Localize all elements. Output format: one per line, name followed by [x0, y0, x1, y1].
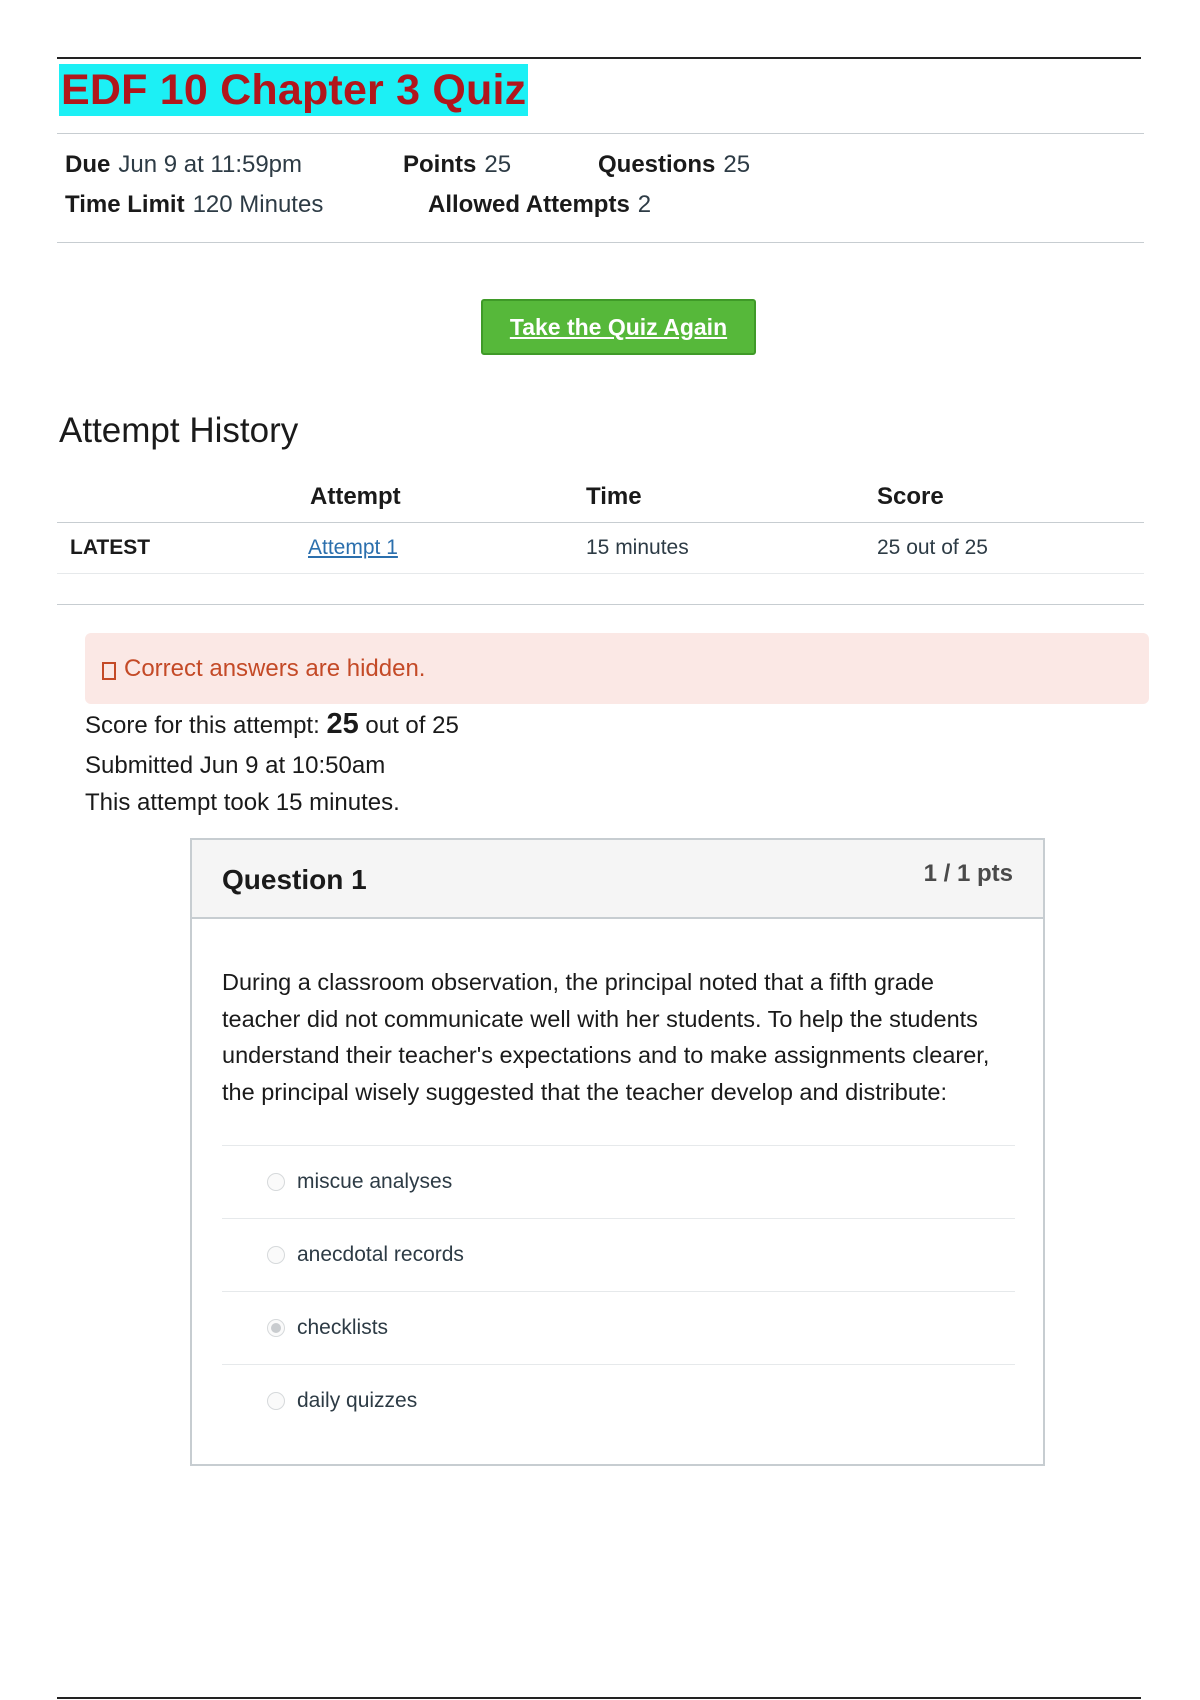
answer-label: checklists [297, 1315, 389, 1339]
time-limit-value: 120 Minutes [192, 191, 324, 218]
table-row-divider [57, 573, 1144, 574]
radio-button[interactable] [267, 1173, 285, 1191]
score-suffix: out of 25 [365, 712, 459, 739]
table-header-divider [57, 522, 1144, 523]
due-label: Due [65, 151, 111, 178]
column-header-attempt: Attempt [310, 483, 401, 510]
answer-option [222, 1218, 1015, 1290]
due-value: Jun 9 at 11:59pm [118, 151, 303, 178]
radio-button-selected[interactable] [267, 1319, 285, 1337]
due-info [65, 151, 302, 179]
questions-info [598, 151, 750, 179]
points-value: 25 [484, 151, 512, 178]
score-prefix: Score for this attempt: [85, 712, 320, 739]
question-text: During a classroom observation, the principal noted that a fifth grade teacher did not communicate well with her students. To help the students understand their teacher's expectations and to make assignments clearer, the principal wisely suggested that the teacher develop and distribute: [222, 969, 990, 1105]
answer-label: daily quizzes [297, 1388, 418, 1412]
question-title: Question 1 [222, 864, 367, 895]
divider [57, 242, 1144, 243]
time-limit-label: Time Limit [65, 191, 185, 218]
attempt-time: 15 minutes [586, 536, 689, 559]
alert-text: Correct answers are hidden. [124, 654, 426, 682]
points-info [403, 151, 511, 179]
points-label: Points [403, 151, 477, 178]
attempt-history-heading: Attempt History [59, 411, 299, 450]
questions-label: Questions [598, 151, 716, 178]
attempt-1-link[interactable]: Attempt 1 [308, 536, 398, 559]
column-header-time: Time [586, 483, 642, 510]
bottom-rule [57, 1697, 1141, 1699]
score-value: 25 [326, 708, 359, 740]
divider [57, 604, 1144, 605]
divider [57, 133, 1144, 134]
column-header-score: Score [877, 483, 944, 510]
answer-option [222, 1145, 1015, 1217]
attempt-score: 25 out of 25 [877, 536, 988, 559]
radio-button[interactable] [267, 1392, 285, 1410]
attempt-score-line [85, 708, 459, 741]
answer-option [222, 1291, 1015, 1363]
allowed-attempts-label: Allowed Attempts [428, 191, 630, 218]
questions-value: 25 [723, 151, 751, 178]
answer-option [222, 1364, 1015, 1436]
warning-icon [102, 662, 116, 680]
question-points: 1 / 1 pts [923, 860, 1013, 887]
submitted-line: Submitted Jun 9 at 10:50am [85, 752, 386, 779]
time-limit-info [65, 191, 323, 219]
correct-answers-hidden-alert [85, 633, 1149, 704]
attempt-duration-line: This attempt took 15 minutes. [85, 789, 400, 816]
latest-badge: LATEST [70, 536, 151, 559]
radio-button[interactable] [267, 1246, 285, 1264]
question-header [192, 840, 1043, 919]
allowed-attempts-value: 2 [637, 191, 652, 218]
page-title: EDF 10 Chapter 3 Quiz [61, 66, 527, 114]
take-quiz-again-button[interactable]: Take the Quiz Again [481, 299, 756, 355]
answer-label: miscue analyses [297, 1169, 453, 1193]
top-rule [57, 57, 1141, 59]
allowed-attempts-info [428, 191, 651, 219]
answer-label: anecdotal records [297, 1242, 464, 1266]
question-card [190, 838, 1045, 1466]
